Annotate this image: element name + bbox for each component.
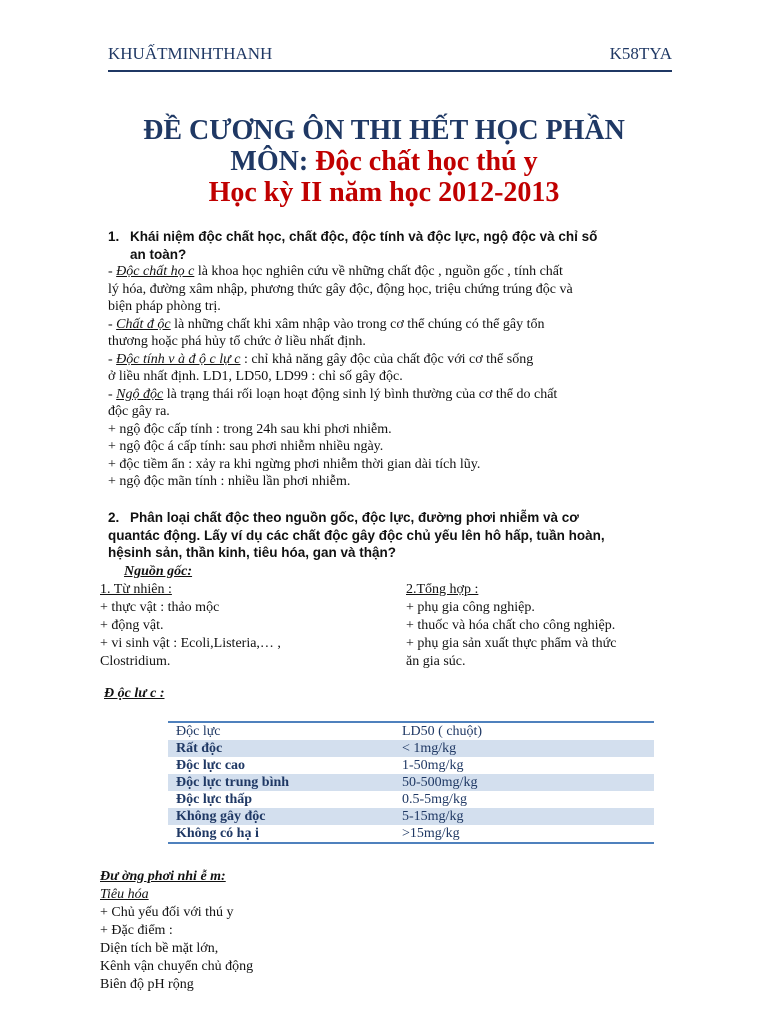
definition-text: là khoa học nghiên cứu về những chất độc , nguồn gốc , tính chất [194,264,563,279]
question-2-block [108,509,668,562]
column-header: LD50 ( chuột) [402,724,483,739]
table-cell: Độc lực cao [176,758,246,773]
definition-toxicity: - Độc tính v à đ ộ c lự c : chỉ khả năng gây độc của chất độc với cơ thể sống [108,351,534,367]
table-cell: Rất độc [168,740,394,757]
question-1-heading [108,228,668,263]
question-text-cont: hệsinh sản, thần kinh, tiêu hóa, gan và thận? [108,545,397,560]
term: Độc tính v à đ ộ c lự c [116,351,241,367]
column-heading: 1. Từ nhiên : [100,582,172,597]
list-item: + phụ gia công nghiệp. [406,600,535,615]
origin-label: Nguồn gốc: [124,564,193,579]
table-cell: 0.5-5mg/kg [402,792,467,807]
term: Chất đ ộc [116,316,171,332]
question-text: Khái niệm độc chất học, chất độc, độc tính và độc lực, ngộ độc và chỉ số [130,229,598,244]
table-cell: < 1mg/kg [394,740,654,757]
class-code: K58TYA [609,44,672,63]
table-row [168,825,654,843]
exposure-section [100,868,660,994]
table-cell: 50-500mg/kg [394,774,654,791]
table-cell: Không có hạ i [176,826,259,841]
definition-text: : chỉ khả năng gây độc của chất độc với cơ thể sống [240,351,534,367]
column-header: Độc lực [176,724,221,739]
table-row [168,791,654,808]
table-cell: 5-15mg/kg [394,808,654,825]
definition-toxin: - Chất đ ộc là những chất khi xâm nhập vào trong cơ thể chúng có thể gây tổn [108,316,545,332]
table-header-row [168,722,654,740]
list-item: ăn gia súc. [406,654,466,669]
digestive-heading: Tiêu hóa [100,887,149,902]
definition-poisoning: - Ngộ độc là trạng thái rối loạn hoạt động sinh lý bình thường của cơ thể do chất [108,386,558,402]
definition-text: là những chất khi xâm nhập vào trong cơ thể chúng có thể gây tổn [170,316,545,332]
list-item: + độc tiềm ẩn : xảy ra khi ngừng phơi nhiễm thời gian dài tích lũy. [108,456,481,472]
definition-text: ở liều nhất định. LD1, LD50, LD99 : chỉ số gây độc. [108,369,403,384]
doc-title-line2 [0,147,768,177]
definition-text: là trạng thái rối loạn hoạt động sinh lý bình thường của cơ thể do chất [163,386,558,402]
question-number: 2. [108,510,120,525]
list-item: + phụ gia sản xuất thực phẩm và thức [406,636,617,651]
definition-text: độc gây ra. [108,404,170,419]
list-item: + thuốc và hóa chất cho công nghiệp. [406,618,616,633]
list-item: + ngộ độc mãn tính : nhiều lần phơi nhiễm. [108,474,351,489]
list-item: + Chủ yếu đối với thú y [100,905,234,920]
term: Ngộ độc [116,386,164,402]
subject-name: Độc chất học thú y [315,146,538,177]
list-item: + Đặc điểm : [100,923,173,938]
definition-text: lý hóa, đường xâm nhập, phương thức gây độc, động học, triệu chứng trúng độc và [108,281,573,297]
table-row [168,740,654,757]
list-item: + thực vật : thảo mộc [100,600,220,615]
list-item: + ngộ độc cấp tính : trong 24h sau khi phơi nhiễm. [108,421,392,437]
definition-text: thương hoặc phá hủy tổ chức ở liều nhất định. [108,334,366,349]
question-text-cont: an toàn? [130,246,187,262]
potency-label: Đ ộc lư c : [104,686,165,701]
list-item: + động vật. [100,618,164,633]
table-row [168,774,654,791]
ld50-table [168,721,654,844]
doc-title-line1: ĐỀ CƯƠNG ÔN THI HẾT HỌC PHẦN [143,115,625,146]
list-item: Diện tích bề mặt lớn, [100,941,219,956]
table-cell: Độc lực thấp [176,792,253,807]
subject-label: MÔN: [230,146,309,177]
page-header [108,44,672,72]
question-text: Phân loại chất độc theo nguồn gốc, độc lực, đường phơi nhiễm và cơ [130,510,579,525]
table-cell: >15mg/kg [402,826,460,841]
definition-text: biện pháp phòng trị. [108,299,221,314]
natural-origin-column [100,581,370,671]
question-1-block [108,228,668,491]
list-item: + ngộ độc á cấp tính: sau phơi nhiễm nhiều ngày. [108,439,384,454]
question-2-heading [108,509,668,562]
question-number: 1. [108,229,120,244]
list-item: + vi sinh vật : Ecoli,Listeria,… , [100,636,281,651]
route-label: Đư ờng phơi nhi ễ m: [100,869,226,884]
table-cell: 1-50mg/kg [402,758,464,773]
synthetic-origin-column [406,581,668,671]
definition-toxicology: - Độc chất họ c là khoa học nghiên cứu về những chất độc , nguồn gốc , tính chất [108,264,563,279]
term: Độc chất họ c [116,264,195,279]
table-cell: Độc lực trung bình [168,774,394,791]
table-row [168,757,654,774]
table-row [168,808,654,825]
list-item: Kênh vận chuyển chủ động [100,959,254,974]
author-name: KHUẤTMINHTHANH [108,44,273,63]
list-item: Biên độ pH rộng [100,977,194,992]
doc-title-line3: Học kỳ II năm học 2012-2013 [208,177,560,208]
question-text-cont: quantác động. Lấy ví dụ các chất độc gây độc chủ yếu lên hô hấp, tuần hoàn, [108,527,605,543]
list-item: Clostridium. [100,654,171,669]
table-cell: Không gây độc [168,808,394,825]
column-heading: 2.Tổng hợp : [406,582,479,597]
